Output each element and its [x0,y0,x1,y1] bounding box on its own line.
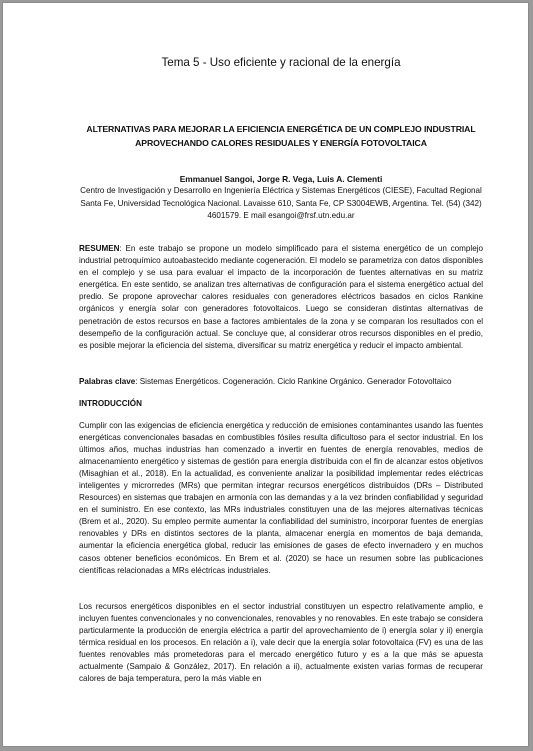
paper-title-line-1: ALTERNATIVAS PARA MEJORAR LA EFICIENCIA ENERGÉTICA DE UN COMPLEJO INDUSTRIAL [86,124,476,134]
keywords [79,376,483,388]
keywords-text: : Sistemas Energéticos. Cogeneración. Ciclo Rankine Orgánico. Generador Fotovoltaico [135,377,452,386]
paper-affiliation: Centro de Investigación y Desarrollo en Ingeniería Eléctrica y Sistemas Energéticos (CIESE), Facultad Regional Santa Fe, Universidad Tecnológica Nacional. Lavaisse 610, Santa Fe, CP S3004EWB, Argentina. Tel. (54) (342) 4601579. E mail esangoi@frsf.utn.edu.ar [80,186,482,220]
introduction-heading: INTRODUCCIÓN [79,399,142,408]
abstract-text: : En este trabajo se propone un modelo simplificado para el sistema energético de un complejo industrial petroquímico autoabastecido mediante cogeneración. El modelo se parametriza con datos disponibles en el complejo y se usa para evaluar el impacto de la incorporación de fuentes alternativas en su matriz energética. En este sentido, se analizan tres alternativas de configuración para el sistema energético actual del predio. Se propone aprovechar calores residuales con generadores eléctricos basados en ciclos Rankine orgánicos y energía solar con generadores fotovoltaicos. Luego se consideran distintas alternativas de penetración de estos recursos en base a factores ambientales de la zona y se comparan los resultados con el desempeño de la configuración actual. Se concluye que, al considerar otros recursos disponibles en el predio, es posible mejorar la eficiencia del sistema, diversificar su matriz energética y reducir el impacto ambiental. [79,244,483,350]
introduction-paragraph-1: Cumplir con las exigencias de eficiencia energética y reducción de emisiones contaminantes usando las fuentes energéticas convencionales basadas en combustibles fósiles resulta dificultoso para el sector industrial. En los últimos años, muchas industrias han comenzado a invertir en fuentes de energía renovables, medios de almacenamiento energético y sistemas de gestión para energía distribuida con el fin de alcanzar estos objetivos (Misaghian et al., 2018). En la actualidad, es conveniente analizar la posibilidad implementar redes eléctricas inteligentes y microrredes (MRs) que permitan integrar recursos energéticos distribuidos (DRs – Distributed Resources) en sistemas que trabajen en armonía con las demandas y a la vez brinden confiabilidad y seguridad en el suministro. En ese contexto, las MRs industriales constituyen una de las mejores alternativas técnicas (Brem et al., 2020). Su empleo permite aumentar la confiabilidad del suministro, incorporar fuentes de energías renovables y DRs en distintos sectores de la planta, almacenar energía en momentos de baja demanda, aumentar la eficiencia energética global, reducir las emisiones de gases de efecto invernadero y en muchos casos obtener beneficios económicos. En Brem et al. (2020) se hace un resumen sobre las publicaciones científicas relacionadas a MRs eléctricas industriales. [79,421,483,575]
abstract [79,243,483,352]
conference-theme-header: Tema 5 - Uso eficiente y racional de la energía [161,56,401,69]
abstract-label: RESUMEN [79,244,120,253]
document-page [2,2,529,747]
paper-authors: Emmanuel Sangoi, Jorge R. Vega, Luis A. Clementi [179,174,383,184]
introduction-paragraph-2: Los recursos energéticos disponibles en el sector industrial constituyen un espectro relativamente amplio, e incluyen fuentes convencionales y no convencionales, renovables y no renovables. En este trabajo se considera particularmente la producción de energía eléctrica a partir del aprovechamiento de i) energía solar y ii) energía térmica residual en los procesos. En relación a i), vale decir que la energía solar fotovoltaica (FV) es una de las fuentes renovables más prometedoras para el mercado energético futuro y es a la que más se apuesta actualmente (Sampaio & González, 2017). En relación a ii), actualmente existen varias formas de recuperar calores de baja temperatura, pero la más viable en [79,602,483,684]
paper-title-line-2: APROVECHANDO CALORES RESIDUALES Y ENERGÍA FOTOVOLTAICA [135,138,427,148]
keywords-label: Palabras clave [79,377,136,386]
paper-title [79,122,483,150]
